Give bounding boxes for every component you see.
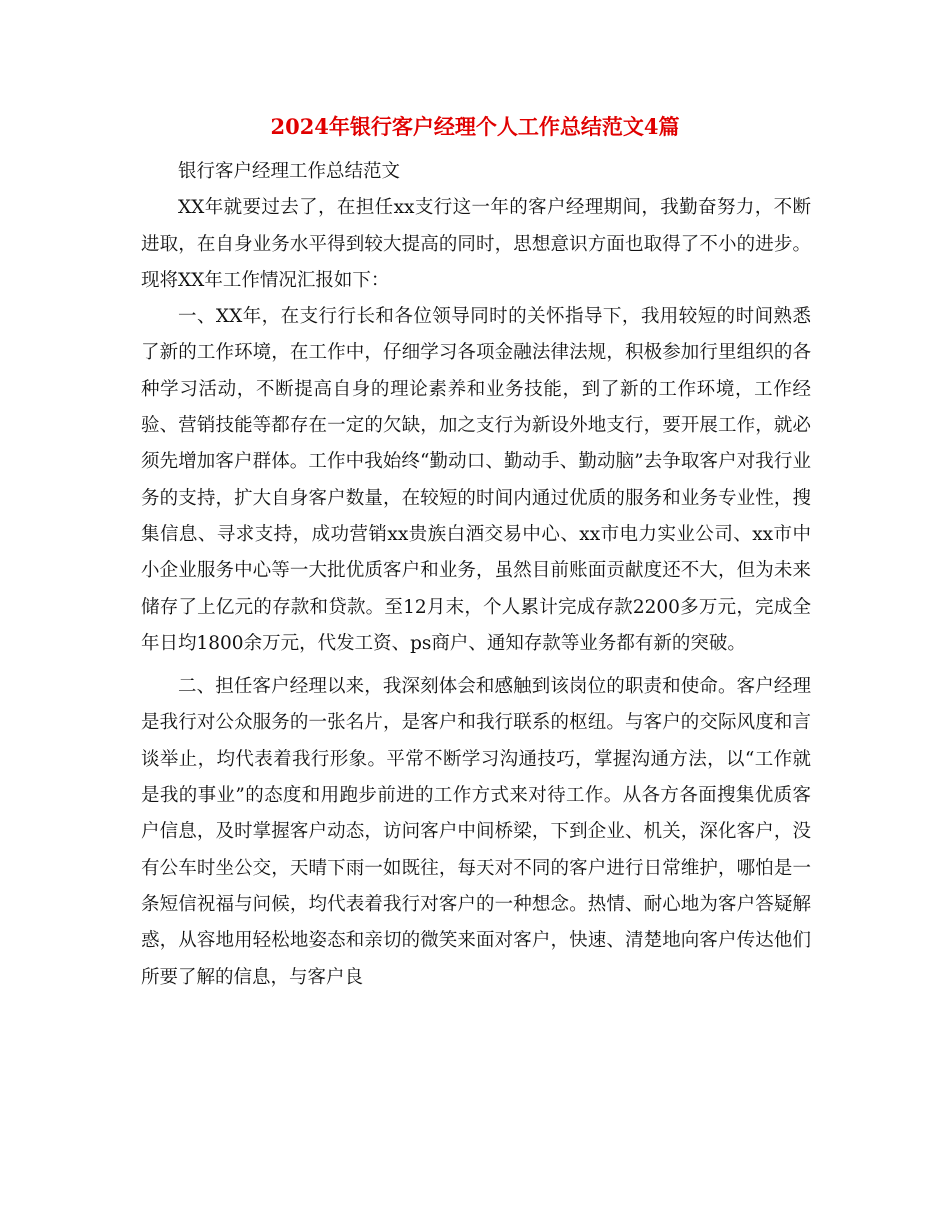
- document-title: 2024年银行客户经理个人工作总结范文4篇: [270, 114, 680, 139]
- document-body: [141, 154, 811, 996]
- paragraph-section-two: 二、担任客户经理以来，我深刻体会和感触到该岗位的职责和使命。客户经理是我行对公众服务的一张名片，是客户和我行联系的枢纽。与客户的交际风度和言谈举止，均代表着我行形象。平常不断学习沟通技巧，掌握沟通方法，以“工作就是我的事业”的态度和用跑步前进的工作方式来对待工作。从各方各面搜集优质客户信息，及时掌握客户动态，访问客户中间桥梁，下到企业、机关，深化客户，没有公车时坐公交，天晴下雨一如既往，每天对不同的客户进行日常维护，哪怕是一条短信祝福与问候，均代表着我行对客户的一种想念。热情、耐心地为客户答疑解惑，从容地用轻松地姿态和亲切的微笑来面对客户，快速、清楚地向客户传达他们所要了解的信息，与客户良: [141, 676, 811, 988]
- paragraph-intro: XX年就要过去了，在担任xx支行这一年的客户经理期间，我勤奋努力，不断进取，在自身业务水平得到较大提高的同时，思想意识方面也取得了不小的进步。现将XX年工作情况汇报如下：: [141, 197, 811, 291]
- section-subtitle: 银行客户经理工作总结范文: [178, 161, 401, 182]
- paragraph-section-one: 一、XX年，在支行行长和各位领导同时的关怀指导下，我用较短的时间熟悉了新的工作环境，在工作中，仔细学习各项金融法律法规，积极参加行里组织的各种学习活动，不断提高自身的理论素养和业务技能，到了新的工作环境，工作经验、营销技能等都存在一定的欠缺，加之支行为新设外地支行，要开展工作，就必须先增加客户群体。工作中我始终“勤动口、勤动手、勤动脑”去争取客户对我行业务的支持，扩大自身客户数量，在较短的时间内通过优质的服务和业务专业性，搜集信息、寻求支持，成功营销xx贵族白酒交易中心、xx市电力实业公司、xx市中小企业服务中心等一大批优质客户和业务，虽然目前账面贡献度还不大，但为未来储存了上亿元的存款和贷款。至12月末，个人累计完成存款2200多万元，完成全年日均1800余万元，代发工资、ps商户、通知存款等业务都有新的突破。: [141, 306, 811, 654]
